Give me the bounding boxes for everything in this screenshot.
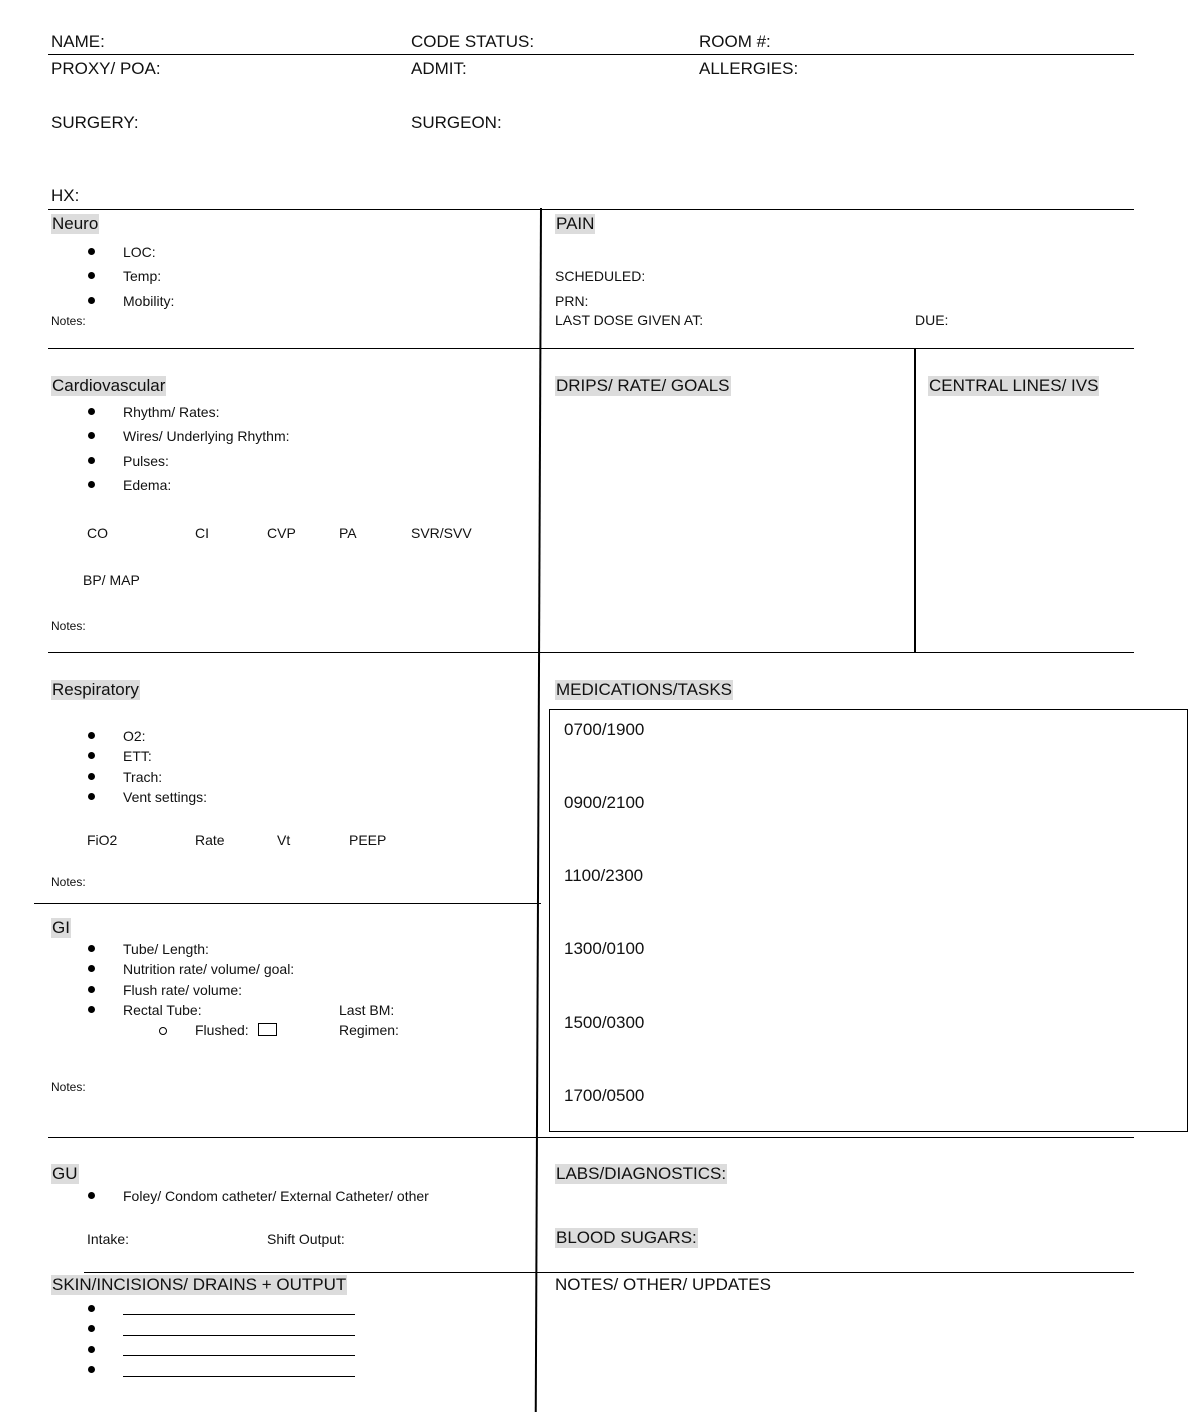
medications-box: [549, 709, 1188, 1132]
bullet: [88, 793, 95, 800]
med-time-1700: 1700/0500: [564, 1086, 645, 1105]
bullet: [88, 1366, 95, 1373]
grid-line: [48, 348, 1134, 349]
gi-notes-label: Notes:: [51, 1080, 86, 1094]
skin-title: SKIN/INCISIONS/ DRAINS + OUTPUT: [52, 1275, 347, 1294]
resp-title: Respiratory: [52, 680, 139, 699]
flushed-label: Flushed:: [195, 1022, 249, 1038]
bullet: [88, 1346, 95, 1353]
central-lines-title: CENTRAL LINES/ IVS: [929, 376, 1099, 395]
bp-map-label: BP/ MAP: [83, 572, 140, 588]
neuro-notes-label: Notes:: [51, 314, 86, 328]
bullet: [88, 297, 95, 304]
med-time-1500: 1500/0300: [564, 1013, 645, 1032]
admit-label: ADMIT:: [411, 59, 467, 78]
bullet: [88, 272, 95, 279]
wires-label: Wires/ Underlying Rhythm:: [123, 428, 290, 444]
bullet: [88, 1192, 95, 1199]
bullet: [88, 752, 95, 759]
center-divider: [535, 208, 542, 1412]
grid-line: [34, 903, 541, 904]
rectal-tube-label: Rectal Tube:: [123, 1002, 202, 1018]
med-time-1300: 1300/0100: [564, 939, 645, 958]
grid-line: [48, 1137, 1134, 1138]
co-label: CO: [87, 525, 108, 541]
resp-notes-label: Notes:: [51, 875, 86, 889]
regimen-label: Regimen:: [339, 1022, 399, 1038]
header-divider: [48, 54, 1134, 55]
last-bm-label: Last BM:: [339, 1002, 395, 1018]
tube-length-label: Tube/ Length:: [123, 941, 209, 957]
drips-title: DRIPS/ RATE/ GOALS: [556, 376, 730, 395]
vent-settings-label: Vent settings:: [123, 789, 208, 805]
skin-entry-line[interactable]: [123, 1314, 355, 1315]
due-label: DUE:: [915, 312, 949, 328]
name-label: NAME:: [51, 32, 105, 51]
o2-label: O2:: [123, 728, 146, 744]
intake-label: Intake:: [87, 1231, 130, 1247]
mobility-label: Mobility:: [123, 293, 175, 309]
bullet: [88, 986, 95, 993]
vt-label: Vt: [277, 832, 291, 848]
med-time-1100: 1100/2300: [564, 866, 644, 885]
bullet: [88, 481, 95, 488]
scheduled-label: SCHEDULED:: [555, 268, 646, 284]
rate-label: Rate: [195, 832, 225, 848]
hx-label: HX:: [51, 186, 80, 205]
pulses-label: Pulses:: [123, 453, 169, 469]
surgeon-label: SURGEON:: [411, 113, 502, 132]
bullet: [88, 732, 95, 739]
rhythm-label: Rhythm/ Rates:: [123, 404, 220, 420]
edema-label: Edema:: [123, 477, 172, 493]
gi-title: GI: [52, 918, 70, 937]
cardio-notes-label: Notes:: [51, 619, 86, 633]
bullet: [88, 945, 95, 952]
pain-title: PAIN: [556, 214, 595, 233]
notes-other-title: NOTES/ OTHER/ UPDATES: [555, 1275, 771, 1294]
prn-label: PRN:: [555, 293, 589, 309]
sub-bullet: [159, 1027, 167, 1035]
ett-label: ETT:: [123, 748, 152, 764]
room-label: ROOM #:: [699, 32, 771, 51]
svr-label: SVR/SVV: [411, 525, 472, 541]
flush-label: Flush rate/ volume:: [123, 982, 243, 998]
cvp-label: CVP: [267, 525, 296, 541]
labs-title: LABS/DIAGNOSTICS:: [556, 1164, 727, 1183]
allergies-label: ALLERGIES:: [699, 59, 799, 78]
flushed-checkbox[interactable]: [258, 1023, 277, 1036]
surgery-label: SURGERY:: [51, 113, 139, 132]
neuro-title: Neuro: [52, 214, 99, 233]
grid-line: [48, 652, 1134, 653]
bullet: [88, 248, 95, 255]
temp-label: Temp:: [123, 268, 162, 284]
bullet: [88, 457, 95, 464]
bullet: [88, 432, 95, 439]
med-time-0900: 0900/2100: [564, 793, 645, 812]
ci-label: CI: [195, 525, 209, 541]
nutrition-label: Nutrition rate/ volume/ goal:: [123, 961, 295, 977]
catheter-label: Foley/ Condom catheter/ External Catheter/ other: [123, 1188, 429, 1204]
gu-title: GU: [52, 1164, 78, 1183]
bullet: [88, 408, 95, 415]
bullet: [88, 1305, 95, 1312]
trach-label: Trach:: [123, 769, 163, 785]
meds-title: MEDICATIONS/TASKS: [556, 680, 733, 699]
bullet: [88, 965, 95, 972]
pa-label: PA: [339, 525, 357, 541]
grid-line: [84, 1272, 1134, 1273]
bullet: [88, 1325, 95, 1332]
code-status-label: CODE STATUS:: [411, 32, 535, 51]
shift-output-label: Shift Output:: [267, 1231, 345, 1247]
cardio-title: Cardiovascular: [52, 376, 166, 395]
peep-label: PEEP: [349, 832, 387, 848]
last-dose-label: LAST DOSE GIVEN AT:: [555, 312, 704, 328]
grid-line: [48, 209, 1134, 210]
skin-entry-line[interactable]: [123, 1335, 355, 1336]
proxy-label: PROXY/ POA:: [51, 59, 161, 78]
skin-entry-line[interactable]: [123, 1355, 355, 1356]
skin-entry-line[interactable]: [123, 1376, 355, 1377]
drips-central-divider: [914, 348, 916, 653]
bullet: [88, 1006, 95, 1013]
bullet: [88, 773, 95, 780]
blood-sugars-title: BLOOD SUGARS:: [556, 1228, 697, 1247]
med-time-0700: 0700/1900: [564, 720, 645, 739]
fio2-label: FiO2: [87, 832, 118, 848]
loc-label: LOC:: [123, 244, 156, 260]
